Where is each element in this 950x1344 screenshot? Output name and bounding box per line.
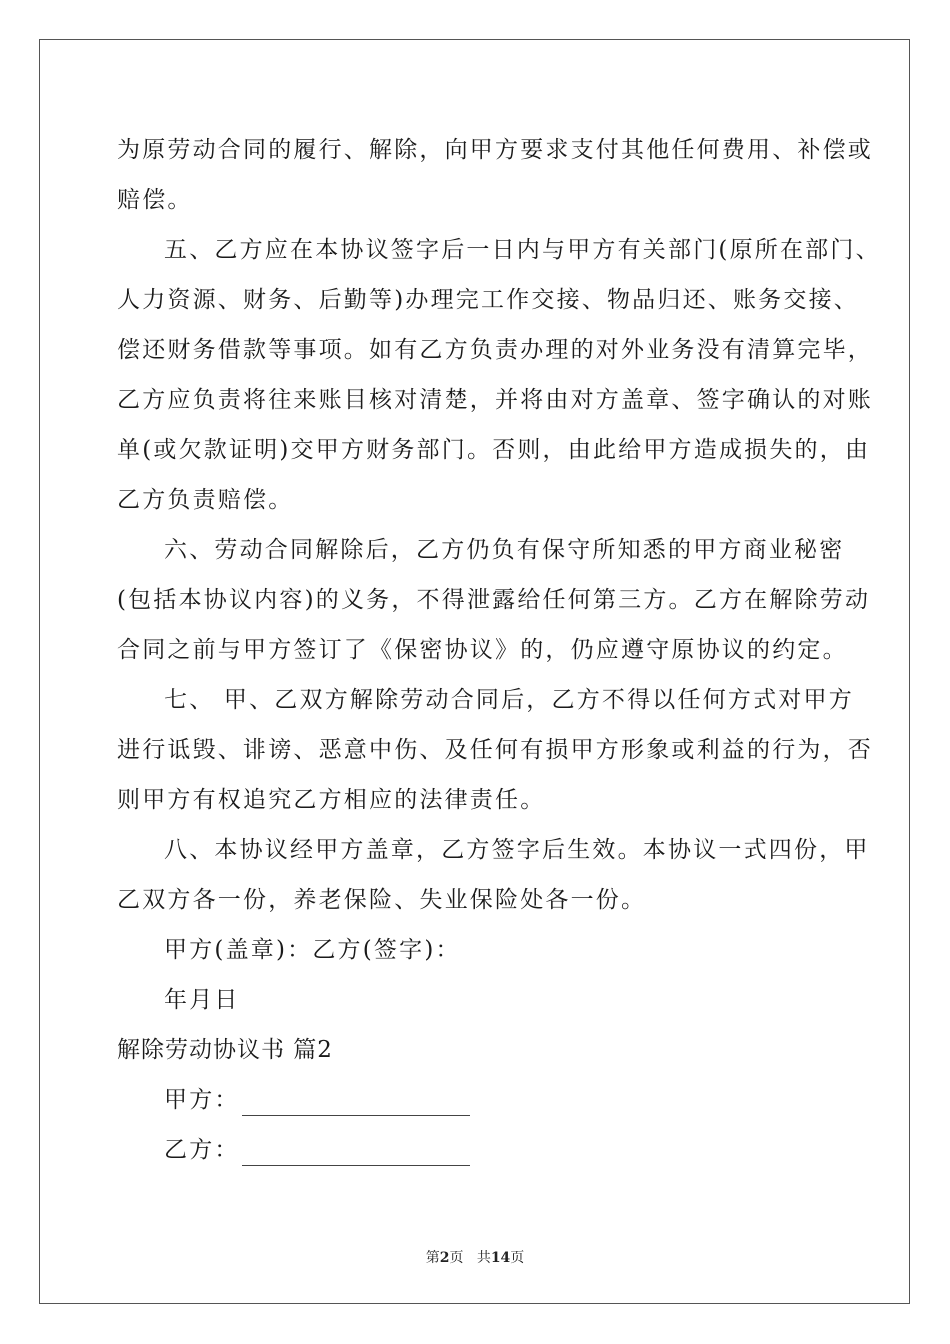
party-a-blank <box>242 1091 470 1116</box>
text-line: (包括本协议内容)的义务，不得泄露给任何第三方。乙方在解除劳动 <box>117 587 871 613</box>
text-line: 进行诋毁、诽谤、恶意中伤、及任何有损甲方形象或利益的行为，否 <box>117 737 873 763</box>
text-line: 人力资源、财务、后勤等)办理完工作交接、物品归还、账务交接、 <box>117 287 859 313</box>
total-pages: 14 <box>490 1250 511 1266</box>
date-line: 年月日 <box>164 987 240 1013</box>
text-line: 七、 甲、乙双方解除劳动合同后，乙方不得以任何方式对甲方 <box>164 687 854 713</box>
total-suffix: 页 <box>510 1250 525 1266</box>
party-b-blank <box>242 1141 470 1166</box>
party-b-field <box>164 1134 470 1166</box>
section-title: 解除劳动协议书 篇2 <box>117 1037 333 1063</box>
text-line: 乙双方各一份，养老保险、失业保险处各一份。 <box>117 887 647 913</box>
text-line: 八、本协议经甲方盖章，乙方签字后生效。本协议一式四份，甲 <box>164 837 870 863</box>
text-line: 六、劳动合同解除后，乙方仍负有保守所知悉的甲方商业秘密 <box>164 537 845 563</box>
signature-line: 甲方(盖章)：乙方(签字)： <box>164 937 461 963</box>
text-line: 乙方应负责将往来账目核对清楚，并将由对方盖章、签字确认的对账 <box>117 387 873 413</box>
text-line: 赔偿。 <box>117 187 193 213</box>
page-suffix: 页 <box>449 1250 464 1266</box>
text-line: 偿还财务借款等事项。如有乙方负责办理的对外业务没有清算完毕， <box>117 337 873 363</box>
party-a-label: 甲方： <box>164 1087 240 1113</box>
text-line: 乙方负责赔偿。 <box>117 487 294 513</box>
party-a-field <box>164 1084 470 1116</box>
text-line: 合同之前与甲方签订了《保密协议》的，仍应遵守原协议的约定。 <box>117 637 848 663</box>
text-line: 则甲方有权追究乙方相应的法律责任。 <box>117 787 546 813</box>
page-prefix: 第 <box>425 1250 440 1266</box>
page-number: 2 <box>439 1250 450 1266</box>
total-prefix: 共 <box>476 1250 491 1266</box>
page-footer <box>0 1247 950 1267</box>
text-line: 为原劳动合同的履行、解除，向甲方要求支付其他任何费用、补偿或 <box>117 137 873 163</box>
text-line: 五、乙方应在本协议签字后一日内与甲方有关部门(原所在部门、 <box>164 237 881 263</box>
party-b-label: 乙方： <box>164 1137 240 1163</box>
text-line: 单(或欠款证明)交甲方财务部门。否则，由此给甲方造成损失的，由 <box>117 437 871 463</box>
